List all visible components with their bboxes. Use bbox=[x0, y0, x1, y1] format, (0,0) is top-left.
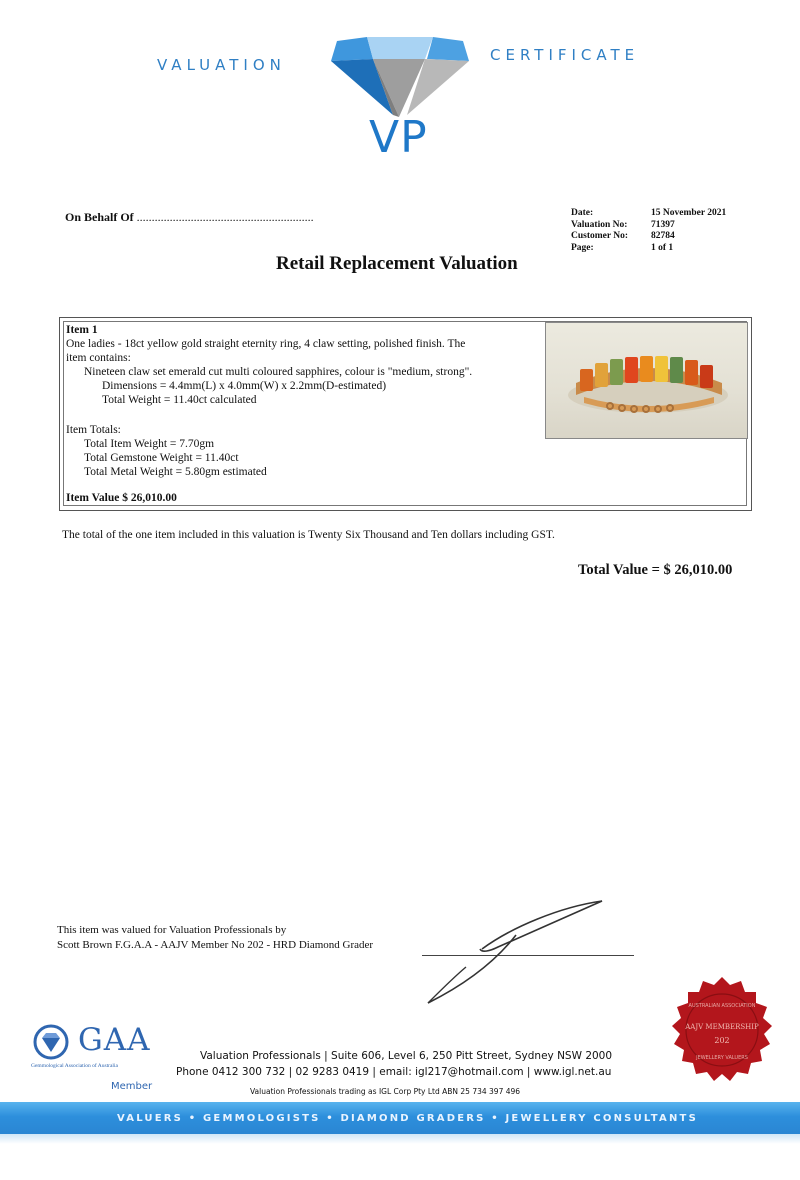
meta-row-customer-no bbox=[571, 231, 726, 243]
total-sentence: The total of the one item included in this valuation is Twenty Six Thousand and Ten dollars including GST. bbox=[62, 529, 555, 541]
seal-number: 202 bbox=[714, 1036, 730, 1045]
seal-middle-text: AAJV MEMBERSHIP bbox=[685, 1023, 759, 1031]
certificate-meta bbox=[571, 208, 726, 254]
ring-photo bbox=[545, 322, 748, 439]
meta-value: 15 November 2021 bbox=[651, 208, 727, 218]
gaa-member: Member bbox=[111, 1081, 153, 1092]
on-behalf-of bbox=[65, 210, 314, 225]
footer-line-1: Valuation Professionals | Suite 606, Level 6, 250 Pitt Street, Sydney NSW 2000 bbox=[200, 1050, 613, 1062]
item-box bbox=[59, 317, 752, 511]
footer-address bbox=[200, 1050, 612, 1062]
on-behalf-label: On Behalf Of bbox=[65, 210, 134, 224]
item-description-2: item contains: bbox=[66, 352, 131, 364]
vp-logo-text: VP bbox=[369, 112, 428, 163]
meta-key: Date: bbox=[571, 208, 594, 218]
item-description-1: One ladies - 18ct yellow gold straight eternity ring, 4 claw setting, polished finish. The bbox=[66, 338, 466, 350]
meta-value: 82784 bbox=[651, 231, 675, 241]
valuer-line-1: This item was valued for Valuation Professionals by bbox=[57, 924, 287, 936]
item-stone-weight: Total Weight = 11.40ct calculated bbox=[102, 394, 257, 406]
item-inner-box bbox=[63, 321, 747, 506]
footer-band bbox=[0, 1102, 800, 1134]
footer-band-text: VALUERS • GEMMOLOGISTS • DIAMOND GRADERS • JEWELLERY CONSULTANTS bbox=[117, 1113, 698, 1124]
item-value: Item Value $ 26,010.00 bbox=[66, 492, 177, 504]
total-value: Total Value = $ 26,010.00 bbox=[578, 562, 733, 578]
meta-key: Valuation No: bbox=[571, 219, 628, 230]
item-stones: Nineteen claw set emerald cut multi coloured sapphires, colour is "medium, strong". bbox=[84, 366, 473, 378]
valuer-block bbox=[57, 923, 373, 953]
header-certificate-word: CERTIFICATE bbox=[490, 46, 640, 64]
item-heading: Item 1 bbox=[66, 324, 98, 336]
ring-image bbox=[546, 323, 748, 439]
gaa-letters: GAA bbox=[78, 1022, 151, 1058]
meta-key: Page: bbox=[571, 242, 594, 253]
item-dimensions: Dimensions = 4.4mm(L) x 4.0mm(W) x 2.2mm(D-estimated) bbox=[102, 380, 387, 392]
meta-value: 71397 bbox=[651, 219, 675, 230]
seal-top-text: AUSTRALIAN ASSOCIATION bbox=[688, 1003, 756, 1009]
gaa-subtitle: Gemmological Association of Australia bbox=[31, 1063, 118, 1069]
footer-contact: Phone 0412 300 732 | 02 9283 0419 | email: igl217@hotmail.com | www.igl.net.au bbox=[176, 1066, 612, 1078]
header-valuation-word: VALUATION bbox=[157, 56, 286, 74]
valuer-line-2: Scott Brown F.G.A.A - AAJV Member No 202 - HRD Diamond Grader bbox=[57, 939, 374, 951]
total-gemstone-weight: Total Gemstone Weight = 11.40ct bbox=[84, 452, 239, 464]
item-totals-heading: Item Totals: bbox=[66, 424, 121, 436]
meta-row-valuation-no bbox=[571, 220, 726, 232]
meta-key: Customer No: bbox=[571, 231, 629, 241]
footer-abn: Valuation Professionals trading as IGL Corp Pty Ltd ABN 25 734 397 496 bbox=[250, 1087, 521, 1096]
gaa-emblem-icon bbox=[32, 1024, 74, 1060]
page-title: Retail Replacement Valuation bbox=[276, 253, 518, 274]
meta-row-date bbox=[571, 208, 726, 220]
total-item-weight: Total Item Weight = 7.70gm bbox=[84, 438, 215, 450]
item-details bbox=[66, 323, 540, 479]
aajv-seal-icon bbox=[664, 975, 780, 1091]
meta-row-page bbox=[571, 243, 726, 255]
diamond-icon bbox=[327, 33, 473, 119]
band-fade bbox=[0, 1134, 800, 1144]
total-metal-weight: Total Metal Weight = 5.80gm estimated bbox=[84, 466, 267, 478]
seal-bottom-text: JEWELLERY VALUERS bbox=[696, 1055, 748, 1061]
signature-icon bbox=[420, 895, 610, 1007]
meta-value: 1 of 1 bbox=[651, 242, 674, 253]
on-behalf-blank: ........................................................... bbox=[136, 210, 314, 224]
